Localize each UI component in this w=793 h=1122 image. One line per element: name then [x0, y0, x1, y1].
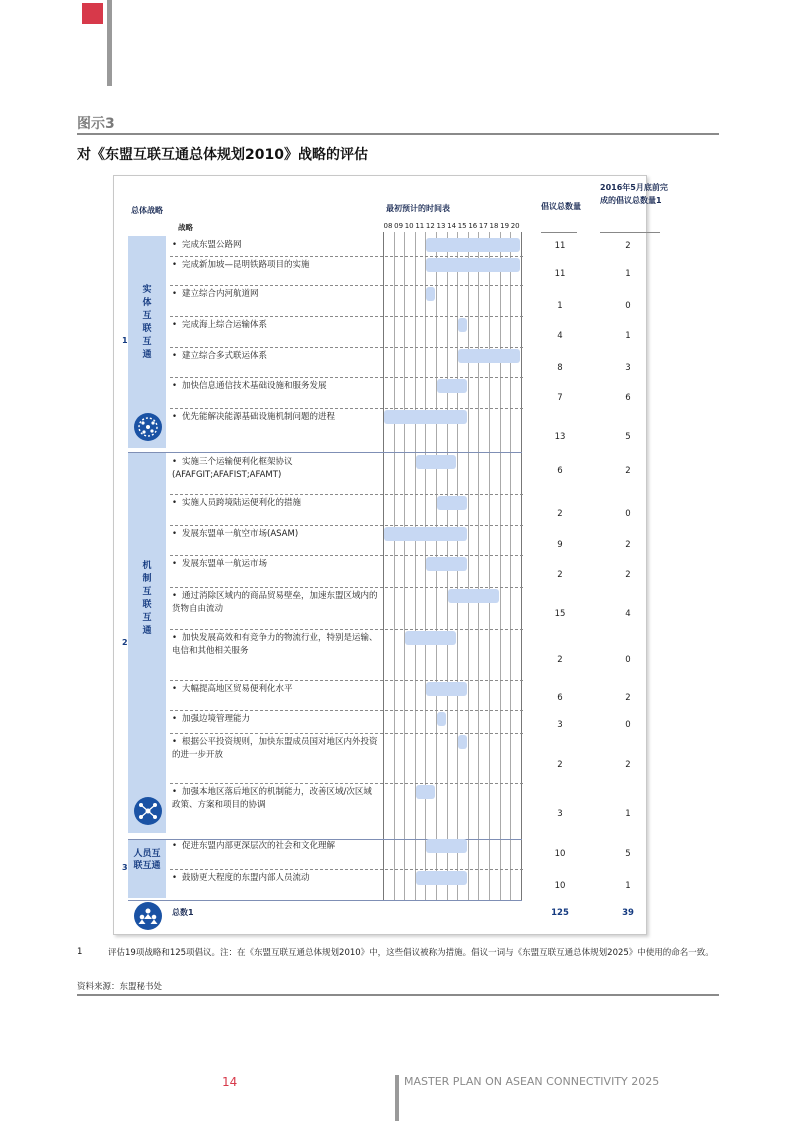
strategy-text	[172, 288, 378, 301]
source-note: 资料来源：东盟秘书处	[77, 982, 163, 992]
timeline-gridline	[500, 232, 501, 900]
bullet-icon: •	[172, 559, 178, 569]
initiatives-count: 6	[557, 693, 563, 703]
strategy-text	[172, 632, 378, 658]
completed-count: 0	[625, 301, 631, 311]
bullet-icon: •	[172, 498, 178, 508]
strategy-text	[172, 259, 378, 272]
bullet-icon: •	[172, 684, 178, 694]
timeline-bar	[416, 785, 435, 799]
bullet-icon: •	[172, 351, 178, 361]
bullet-icon: •	[172, 633, 178, 643]
completed-count: 0	[625, 509, 631, 519]
row-separator	[170, 316, 523, 317]
timeline-gridline	[383, 232, 384, 900]
page-number: 14	[222, 1075, 238, 1089]
row-separator	[170, 408, 523, 409]
timeline-gridline	[478, 232, 479, 900]
initiatives-count: 10	[554, 849, 566, 859]
footnote-number: 1	[77, 947, 83, 957]
strategy-text	[172, 872, 378, 885]
timeline-bar	[426, 258, 519, 272]
initiatives-count: 2	[557, 655, 563, 665]
category-number-3: 3	[122, 863, 128, 872]
group-separator	[128, 900, 522, 901]
timeline-gridline	[521, 232, 522, 900]
initiatives-count: 7	[557, 393, 563, 403]
timeline-gridline	[394, 232, 395, 900]
figure-label: 图示3	[77, 116, 115, 132]
year-tick: 08	[383, 222, 393, 230]
connected-nodes-icon	[134, 797, 162, 825]
row-separator	[170, 733, 523, 734]
timeline-gridline	[415, 232, 416, 900]
initiatives-count: 4	[557, 331, 563, 341]
bullet-icon: •	[172, 457, 178, 467]
completed-count: 2	[625, 570, 631, 580]
category-name-physical: 实体互联互通	[142, 285, 152, 360]
strategy-label: 实施人员跨境陆运便利化的措施	[182, 498, 302, 508]
strategy-label: 实施三个运输便利化框架协议(AFAFGIT;AFAFIST;AFAMT)	[172, 457, 293, 480]
year-tick: 16	[468, 222, 478, 230]
timeline-bar	[437, 379, 467, 393]
footer-vertical-bar	[395, 1075, 399, 1121]
completed-count: 1	[625, 331, 631, 341]
completed-count: 1	[625, 269, 631, 279]
strategy-text	[172, 239, 378, 252]
strategy-text	[172, 736, 378, 762]
col-header-initiatives: 倡议总数量	[541, 202, 581, 211]
timeline-bar	[426, 557, 466, 571]
decorative-vertical-bar	[107, 0, 112, 86]
timeline-bar	[384, 527, 467, 541]
row-separator	[170, 869, 523, 870]
timeline-bar	[426, 682, 466, 696]
completed-count: 2	[625, 241, 631, 251]
strategy-text	[172, 319, 378, 332]
row-separator	[170, 494, 523, 495]
year-tick: 20	[510, 222, 520, 230]
strategy-label: 加快发展高效和有竞争力的物流行业，特别是运输、电信和其他相关服务	[172, 633, 378, 656]
year-tick: 09	[394, 222, 404, 230]
completed-underline	[600, 232, 660, 233]
strategy-label: 完成新加坡—昆明铁路项目的实施	[182, 260, 310, 270]
year-tick: 14	[447, 222, 457, 230]
completed-count: 2	[625, 693, 631, 703]
row-separator	[170, 285, 523, 286]
divider-rule	[77, 133, 719, 135]
initiatives-count: 6	[557, 466, 563, 476]
col-header-completed: 2016年5月底前完成的倡议总数量1	[600, 183, 668, 205]
initiatives-count: 3	[557, 809, 563, 819]
bullet-icon: •	[172, 529, 178, 539]
timeline-bar	[426, 839, 466, 853]
strategy-text	[172, 683, 378, 696]
timeline-bar	[426, 287, 435, 301]
strategy-label: 建立综合多式联运体系	[182, 351, 268, 361]
network-circle-icon	[134, 413, 162, 441]
figure-title: 对《东盟互联互通总体规划2010》战略的评估	[77, 147, 368, 163]
initiatives-count: 9	[557, 540, 563, 550]
col-header-strategy: 战略	[178, 223, 193, 232]
strategy-text	[172, 786, 378, 812]
decorative-red-square	[82, 3, 103, 24]
completed-count: 5	[625, 849, 631, 859]
strategy-text	[172, 350, 378, 363]
col-header-overall: 总体战略	[131, 206, 163, 215]
strategy-label: 鼓励更大程度的东盟内部人员流动	[182, 873, 310, 883]
completed-count: 0	[625, 655, 631, 665]
timeline-gridline	[404, 232, 405, 900]
footer-title: MASTER PLAN ON ASEAN CONNECTIVITY 2025	[404, 1075, 660, 1088]
row-separator	[170, 629, 523, 630]
strategy-text	[172, 590, 378, 616]
completed-count: 1	[625, 881, 631, 891]
timeline-bar	[405, 631, 456, 645]
strategy-label: 加快信息通信技术基础设施和服务发展	[182, 381, 327, 391]
strategy-label: 根据公平投资规则，加快东盟成员国对地区内外投资的进一步开放	[172, 737, 378, 760]
strategy-text	[172, 528, 378, 541]
timeline-gridline	[510, 232, 511, 900]
strategy-label: 优先能解决能源基础设施机制问题的进程	[182, 412, 336, 422]
strategy-text	[172, 840, 378, 853]
year-tick: 19	[500, 222, 510, 230]
completed-count: 2	[625, 466, 631, 476]
bullet-icon: •	[172, 787, 178, 797]
strategy-label: 加强边境管理能力	[182, 714, 251, 724]
timeline-bar	[437, 496, 467, 510]
bullet-icon: •	[172, 412, 178, 422]
initiatives-count: 1	[557, 301, 563, 311]
total-label: 总数1	[172, 908, 194, 917]
completed-count: 6	[625, 393, 631, 403]
completed-count: 2	[625, 760, 631, 770]
initiatives-count: 11	[554, 269, 566, 279]
strategy-text	[172, 380, 378, 393]
row-separator	[170, 680, 523, 681]
initiatives-count: 2	[557, 570, 563, 580]
group-separator	[128, 452, 522, 453]
timeline-bar	[458, 735, 467, 749]
row-separator	[170, 555, 523, 556]
row-separator	[170, 256, 523, 257]
row-separator	[170, 347, 523, 348]
strategy-text	[172, 713, 378, 726]
initiatives-underline	[541, 232, 577, 233]
bullet-icon: •	[172, 841, 178, 851]
strategy-label: 完成海上综合运输体系	[182, 320, 268, 330]
timeline-bar	[384, 410, 467, 424]
initiatives-count: 3	[557, 720, 563, 730]
strategy-text	[172, 558, 378, 571]
year-tick: 17	[478, 222, 488, 230]
strategy-label: 加强本地区落后地区的机制能力，改善区域/次区域政策、方案和项目的协调	[172, 787, 372, 810]
strategy-label: 促进东盟内部更深层次的社会和文化理解	[182, 841, 336, 851]
strategy-label: 建立综合内河航道网	[182, 289, 259, 299]
strategy-text	[172, 497, 378, 510]
bullet-icon: •	[172, 737, 178, 747]
row-separator	[170, 710, 523, 711]
row-separator	[170, 587, 523, 588]
strategy-label: 大幅提高地区贸易便利化水平	[182, 684, 293, 694]
footer-rule	[77, 994, 719, 996]
bullet-icon: •	[172, 714, 178, 724]
strategy-label: 发展东盟单一航空市场(ASAM)	[182, 529, 299, 539]
col-header-timeline: 最初预计的时间表	[386, 204, 450, 213]
bullet-icon: •	[172, 289, 178, 299]
completed-count: 3	[625, 363, 631, 373]
timeline-bar	[437, 712, 446, 726]
bullet-icon: •	[172, 873, 178, 883]
year-tick: 18	[489, 222, 499, 230]
initiatives-count: 2	[557, 760, 563, 770]
year-tick: 10	[404, 222, 414, 230]
category-number-1: 1	[122, 336, 128, 345]
completed-count: 5	[625, 432, 631, 442]
total-completed: 39	[622, 908, 634, 918]
strategy-label: 通过消除区域内的商品贸易壁垒，加速东盟区域内的货物自由流动	[172, 591, 378, 614]
completed-count: 2	[625, 540, 631, 550]
bullet-icon: •	[172, 381, 178, 391]
completed-count: 0	[625, 720, 631, 730]
initiatives-count: 10	[554, 881, 566, 891]
strategy-label: 完成东盟公路网	[182, 240, 242, 250]
completed-count: 1	[625, 809, 631, 819]
timeline-bar	[458, 318, 467, 332]
initiatives-count: 15	[554, 609, 566, 619]
bullet-icon: •	[172, 240, 178, 250]
timeline-bar	[448, 589, 499, 603]
row-separator	[170, 377, 523, 378]
timeline-bar	[416, 455, 456, 469]
category-number-2: 2	[122, 638, 128, 647]
year-tick: 12	[425, 222, 435, 230]
initiatives-count: 13	[554, 432, 566, 442]
row-separator	[170, 525, 523, 526]
footnote-text: 评估19项战略和125项倡议。注：在《东盟互联互通总体规划2010》中，这些倡议被称为措施。倡议一词与《东盟互联互通总体规划2025》中使用的命名一致。	[108, 948, 714, 958]
category-panel-institutional	[128, 453, 166, 833]
strategy-text	[172, 411, 378, 424]
timeline-bar	[416, 871, 467, 885]
bullet-icon: •	[172, 260, 178, 270]
people-icon	[134, 902, 162, 930]
year-tick: 13	[436, 222, 446, 230]
category-name-institutional: 机制互联互通	[142, 561, 152, 636]
timeline-gridline	[489, 232, 490, 900]
bullet-icon: •	[172, 591, 178, 601]
timeline-bar	[458, 349, 520, 363]
bullet-icon: •	[172, 320, 178, 330]
initiatives-count: 8	[557, 363, 563, 373]
year-tick: 15	[457, 222, 467, 230]
category-name-people: 人员互联互通	[133, 849, 161, 871]
initiatives-count: 2	[557, 509, 563, 519]
timeline-bar	[426, 238, 519, 252]
row-separator	[170, 783, 523, 784]
strategy-text	[172, 456, 378, 482]
year-tick: 11	[415, 222, 425, 230]
initiatives-count: 11	[554, 241, 566, 251]
completed-count: 4	[625, 609, 631, 619]
timeline-gridline	[468, 232, 469, 900]
total-initiatives: 125	[551, 908, 569, 918]
strategy-label: 发展东盟单一航运市场	[182, 559, 268, 569]
